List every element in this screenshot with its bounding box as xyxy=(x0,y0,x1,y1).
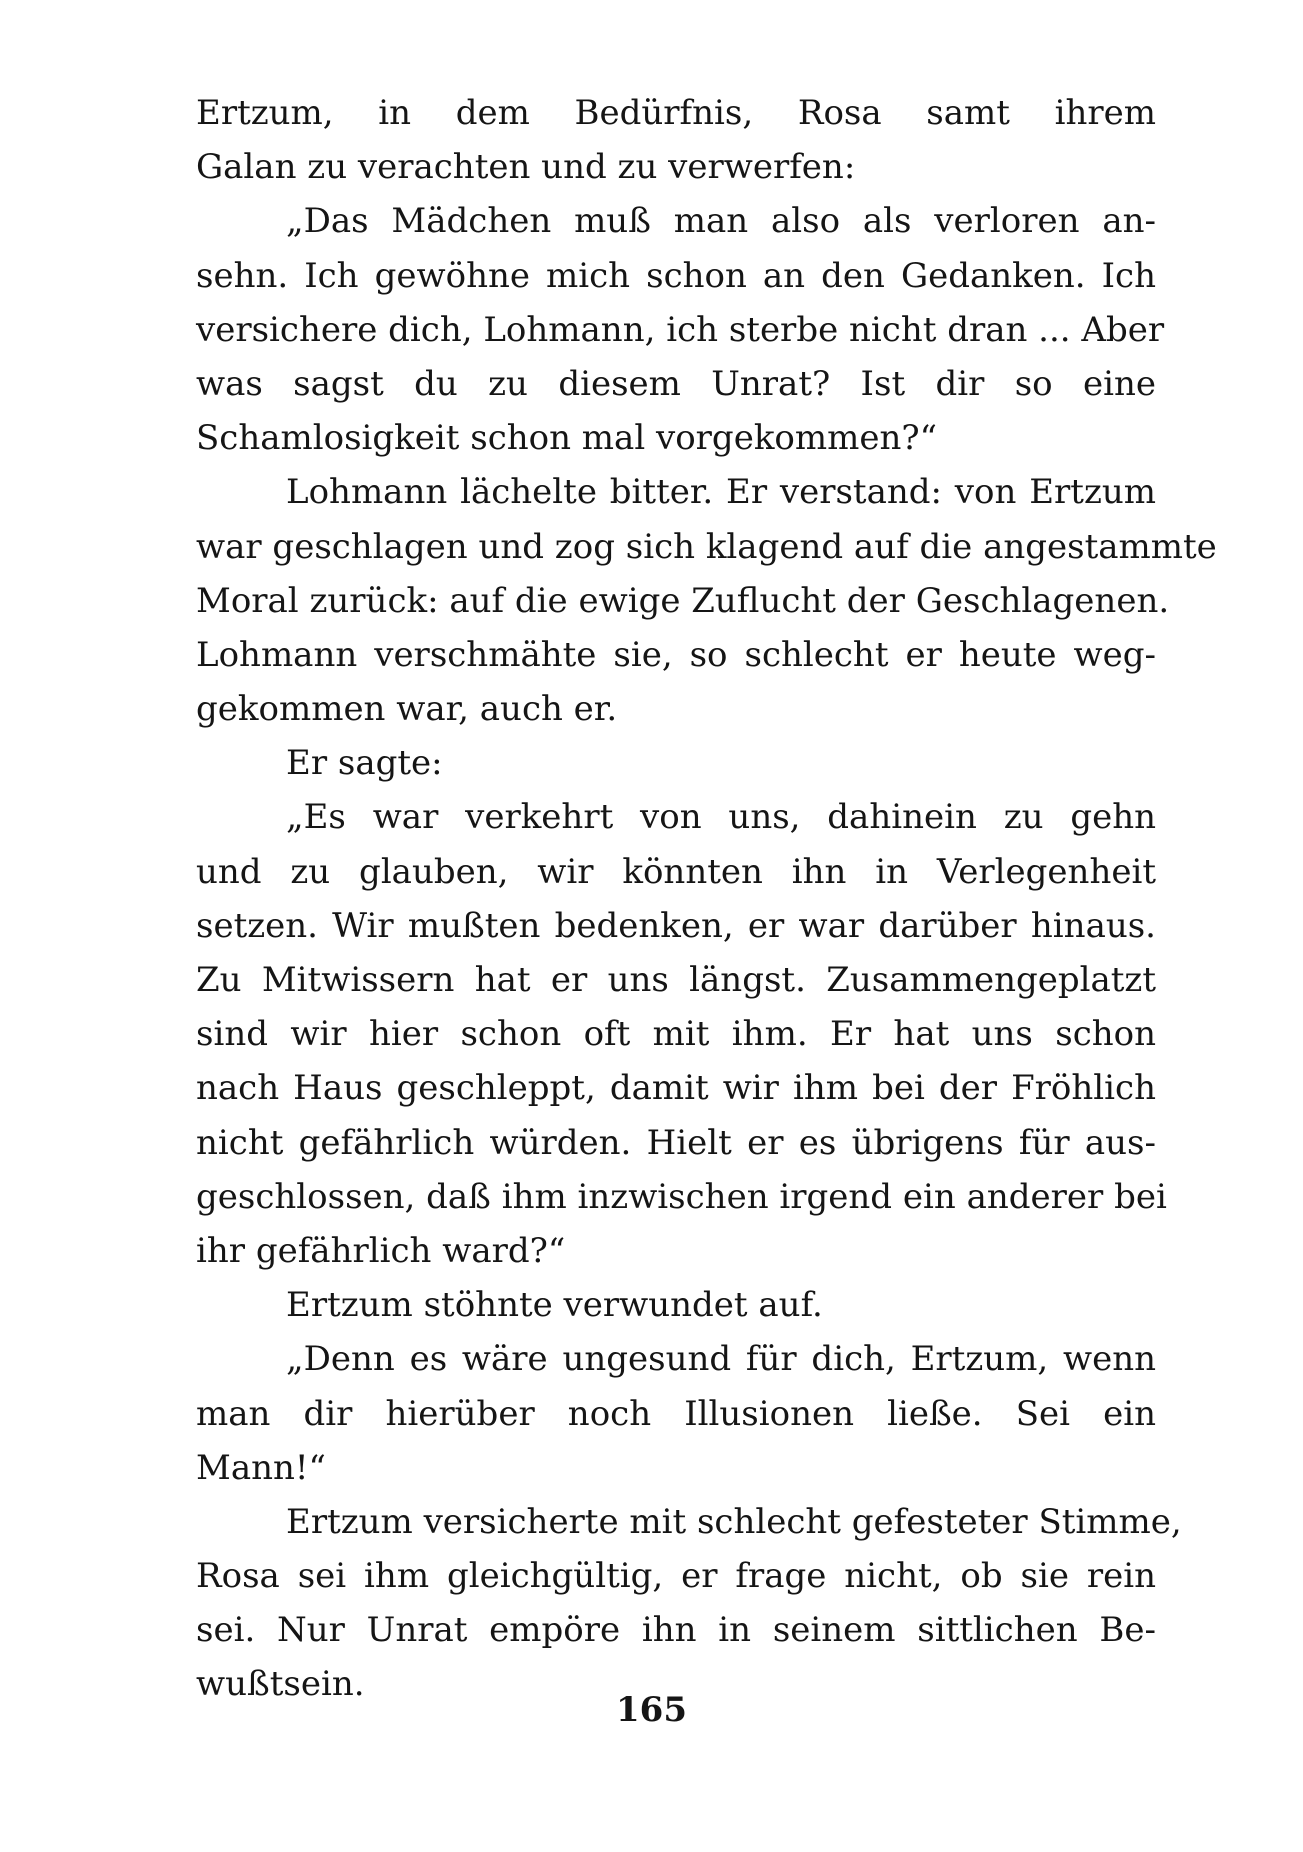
text-line: Zu Mitwissern hat er uns längst. Zusammengeplatzt xyxy=(196,960,1156,1000)
text-line: sind wir hier schon oft mit ihm. Er hat uns schon xyxy=(196,1014,1156,1055)
text-line: Lohmann lächelte bitter. Er verstand: von Ertzum xyxy=(286,472,1156,513)
text-line: „Das Mädchen muß man also als verloren an- xyxy=(286,201,1156,242)
text-line: Mann!“ xyxy=(196,1447,326,1488)
text-line: Ertzum, in dem Bedürfnis, Rosa samt ihrem xyxy=(196,93,1156,133)
text-line: und zu glauben, wir könnten ihn in Verlegenheit xyxy=(196,851,1156,892)
text-line: Lohmann verschmähte sie, so schlecht er heute weg- xyxy=(196,634,1156,675)
text-line: Ertzum versicherte mit schlecht gefesteter Stimme, xyxy=(286,1501,1182,1542)
text-line: sei. Nur Unrat empöre ihn in seinem sittlichen Be- xyxy=(196,1610,1156,1651)
text-line: Rosa sei ihm gleichgültig, er frage nicht, ob sie rein xyxy=(196,1556,1156,1597)
page-number: 165 xyxy=(616,1690,687,1730)
text-line: was sagst du zu diesem Unrat? Ist dir so eine xyxy=(196,363,1156,404)
body-text xyxy=(196,86,1217,1712)
text-line: ihr gefährlich ward?“ xyxy=(196,1230,566,1271)
text-line: geschlossen, daß ihm inzwischen irgend ein anderer bei xyxy=(196,1176,1167,1217)
text-line: gekommen war, auch er. xyxy=(196,689,618,730)
text-line: nach Haus geschleppt, damit wir ihm bei der Fröhlich xyxy=(196,1068,1156,1109)
text-line: „Es war verkehrt von uns, dahinein zu gehn xyxy=(286,797,1156,838)
text-line: setzen. Wir mußten bedenken, er war darüber hinaus. xyxy=(196,905,1156,946)
text-line: war geschlagen und zog sich klagend auf die angestammte xyxy=(196,526,1217,567)
text-line: Ertzum stöhnte verwundet auf. xyxy=(286,1285,823,1326)
text-line: Galan zu verachten und zu verwerfen: xyxy=(196,147,856,188)
text-line: Moral zurück: auf die ewige Zuflucht der Geschlagenen. xyxy=(196,580,1170,621)
text-line: Schamlosigkeit schon mal vorgekommen?“ xyxy=(196,418,937,459)
text-line: „Denn es wäre ungesund für dich, Ertzum, wenn xyxy=(286,1339,1156,1380)
text-line: Er sagte: xyxy=(286,743,443,784)
text-line: man dir hierüber noch Illusionen ließe. Sei ein xyxy=(196,1393,1156,1434)
text-line: nicht gefährlich würden. Hielt er es übrigens für aus- xyxy=(196,1122,1156,1163)
text-line: sehn. Ich gewöhne mich schon an den Gedanken. Ich xyxy=(196,255,1156,296)
text-line: versichere dich, Lohmann, ich sterbe nicht dran ... Aber xyxy=(196,309,1165,350)
text-line: wußtsein. xyxy=(196,1664,365,1705)
